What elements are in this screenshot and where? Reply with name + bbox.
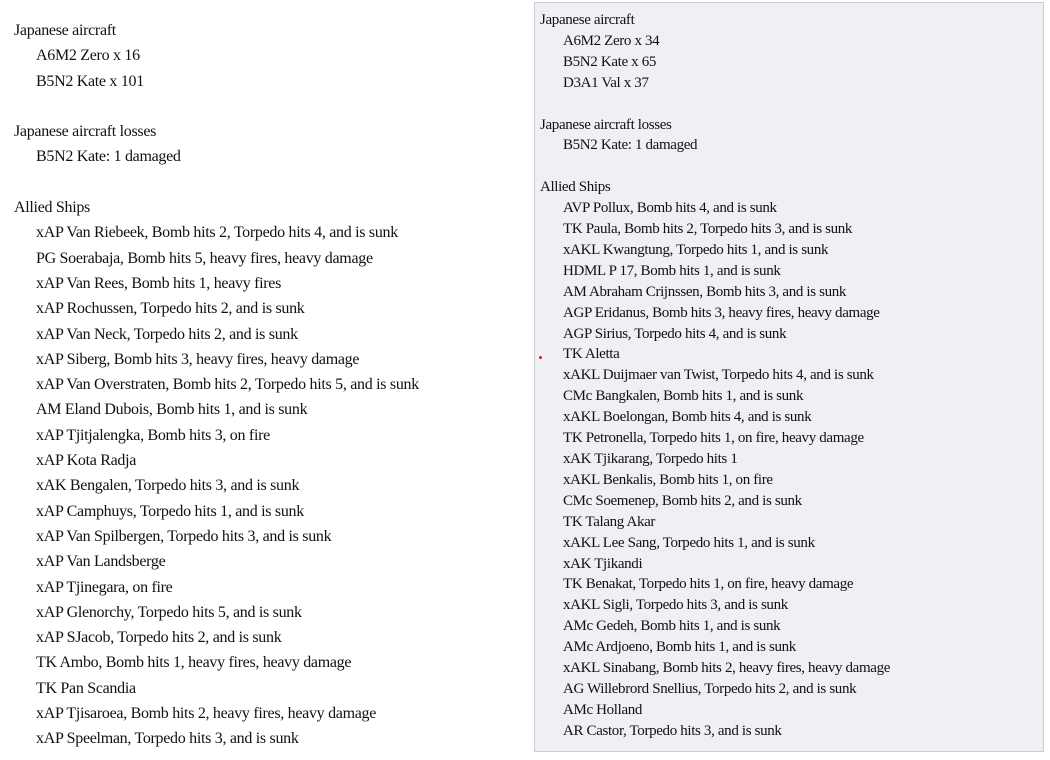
loss-item: B5N2 Kate: 1 damaged <box>563 137 698 154</box>
right-combat-report <box>532 0 1050 760</box>
spacer <box>540 94 1043 115</box>
ship-item: xAP Van Neck, Torpedo hits 2, and is sunk <box>36 325 298 343</box>
spacer <box>14 94 532 119</box>
ship-item: xAP SJacob, Torpedo hits 2, and is sunk <box>36 629 282 647</box>
aircraft-item: A6M2 Zero x 34 <box>563 32 660 49</box>
ship-item: CMc Soemenep, Bomb hits 2, and is sunk <box>563 492 802 509</box>
ship-item: xAP Siberg, Bomb hits 3, heavy fires, heavy damage <box>36 350 360 368</box>
ship-item: xAKL Duijmaer van Twist, Torpedo hits 4, and is sunk <box>563 367 874 384</box>
marker-dot <box>539 356 542 359</box>
ship-item: xAK Tjikarang, Torpedo hits 1 <box>563 451 738 467</box>
ship-item: xAP Van Rees, Bomb hits 1, heavy fires <box>36 274 282 292</box>
ship-item: AMc Gedeh, Bomb hits 1, and is sunk <box>563 618 781 635</box>
ships-list <box>14 220 532 751</box>
ship-item: AR Castor, Torpedo hits 3, and is sunk <box>563 722 782 739</box>
ship-item: xAP Van Landsberge <box>36 553 166 571</box>
spacer <box>14 170 532 195</box>
ship-item: xAKL Benkalis, Bomb hits 1, on fire <box>563 471 773 488</box>
ship-item: xAKL Lee Sang, Torpedo hits 1, and is sunk <box>563 534 815 551</box>
ship-item: AMc Holland <box>563 701 643 718</box>
ship-item: TK Ambo, Bomb hits 1, heavy fires, heavy damage <box>36 654 352 672</box>
ship-item: xAP Glenorchy, Torpedo hits 5, and is sunk <box>36 603 302 621</box>
ship-item: xAKL Kwangtung, Torpedo hits 1, and is sunk <box>563 241 829 258</box>
ship-item: TK Aletta <box>563 346 620 363</box>
loss-item: B5N2 Kate: 1 damaged <box>36 148 181 166</box>
ship-item: AVP Pollux, Bomb hits 4, and is sunk <box>563 200 777 217</box>
ship-item: HDML P 17, Bomb hits 1, and is sunk <box>563 262 781 279</box>
ship-item: xAP Tjinegara, on fire <box>36 578 173 596</box>
aircraft-heading: Japanese aircraft <box>14 22 116 39</box>
ship-item: AM Abraham Crijnssen, Bomb hits 3, and is sunk <box>563 283 847 300</box>
ship-item: xAKL Boelongan, Bomb hits 4, and is sunk <box>563 409 812 426</box>
ship-item: xAP Camphuys, Torpedo hits 1, and is sunk <box>36 502 304 520</box>
ships-list <box>540 198 1043 742</box>
ships-heading: Allied Ships <box>14 199 90 217</box>
ship-item: xAP Speelman, Torpedo hits 3, and is sunk <box>36 730 299 748</box>
losses-heading: Japanese aircraft losses <box>14 123 157 141</box>
losses-list <box>540 135 1043 156</box>
ship-item: xAP Rochussen, Torpedo hits 2, and is sunk <box>36 300 305 318</box>
losses-list <box>14 144 532 169</box>
ship-item: CMc Bangkalen, Bomb hits 1, and is sunk <box>563 388 804 405</box>
ship-item: xAP Tjisaroea, Bomb hits 2, heavy fires, heavy damage <box>36 705 377 723</box>
ship-item: xAKL Sinabang, Bomb hits 2, heavy fires, heavy damage <box>563 660 891 677</box>
ship-item: TK Pan Scandia <box>36 679 136 697</box>
ship-item: TK Paula, Bomb hits 2, Torpedo hits 3, and is sunk <box>563 221 853 238</box>
aircraft-list <box>14 43 532 94</box>
ship-item: xAP Tjitjalengka, Bomb hits 3, on fire <box>36 426 270 444</box>
ship-item: AGP Sirius, Torpedo hits 4, and is sunk <box>563 325 787 342</box>
ship-item: xAKL Sigli, Torpedo hits 3, and is sunk <box>563 597 788 614</box>
ship-item: AGP Eridanus, Bomb hits 3, heavy fires, heavy damage <box>563 304 880 321</box>
ship-item: xAP Kota Radja <box>36 452 137 470</box>
aircraft-item: A6M2 Zero x 16 <box>36 47 140 65</box>
aircraft-heading: Japanese aircraft <box>540 12 635 28</box>
aircraft-item: D3A1 Val x 37 <box>563 74 649 91</box>
spacer <box>540 156 1043 177</box>
aircraft-item: B5N2 Kate x 65 <box>563 53 657 70</box>
ship-item: PG Soerabaja, Bomb hits 5, heavy fires, heavy damage <box>36 249 373 267</box>
ship-item: AG Willebrord Snellius, Torpedo hits 2, and is sunk <box>563 680 857 697</box>
ship-item: xAP Van Riebeek, Bomb hits 2, Torpedo hits 4, and is sunk <box>36 224 398 242</box>
ship-item: TK Petronella, Torpedo hits 1, on fire, heavy damage <box>563 430 864 447</box>
ships-heading: Allied Ships <box>540 179 611 196</box>
ship-item: AM Eland Dubois, Bomb hits 1, and is sunk <box>36 401 308 419</box>
ship-item: TK Benakat, Torpedo hits 1, on fire, heavy damage <box>563 576 854 593</box>
losses-heading: Japanese aircraft losses <box>540 116 672 133</box>
ship-item: xAK Tjikandi <box>563 555 643 572</box>
ship-item: TK Talang Akar <box>563 513 656 530</box>
ship-item: xAP Van Overstraten, Bomb hits 2, Torpedo hits 5, and is sunk <box>36 376 419 394</box>
aircraft-list <box>540 31 1043 94</box>
report-sheet <box>534 2 1044 752</box>
ship-item: xAP Van Spilbergen, Torpedo hits 3, and is sunk <box>36 527 332 545</box>
ship-item: xAK Bengalen, Torpedo hits 3, and is sunk <box>36 477 300 495</box>
ship-item: AMc Ardjoeno, Bomb hits 1, and is sunk <box>563 639 796 656</box>
aircraft-item: B5N2 Kate x 101 <box>36 72 144 90</box>
